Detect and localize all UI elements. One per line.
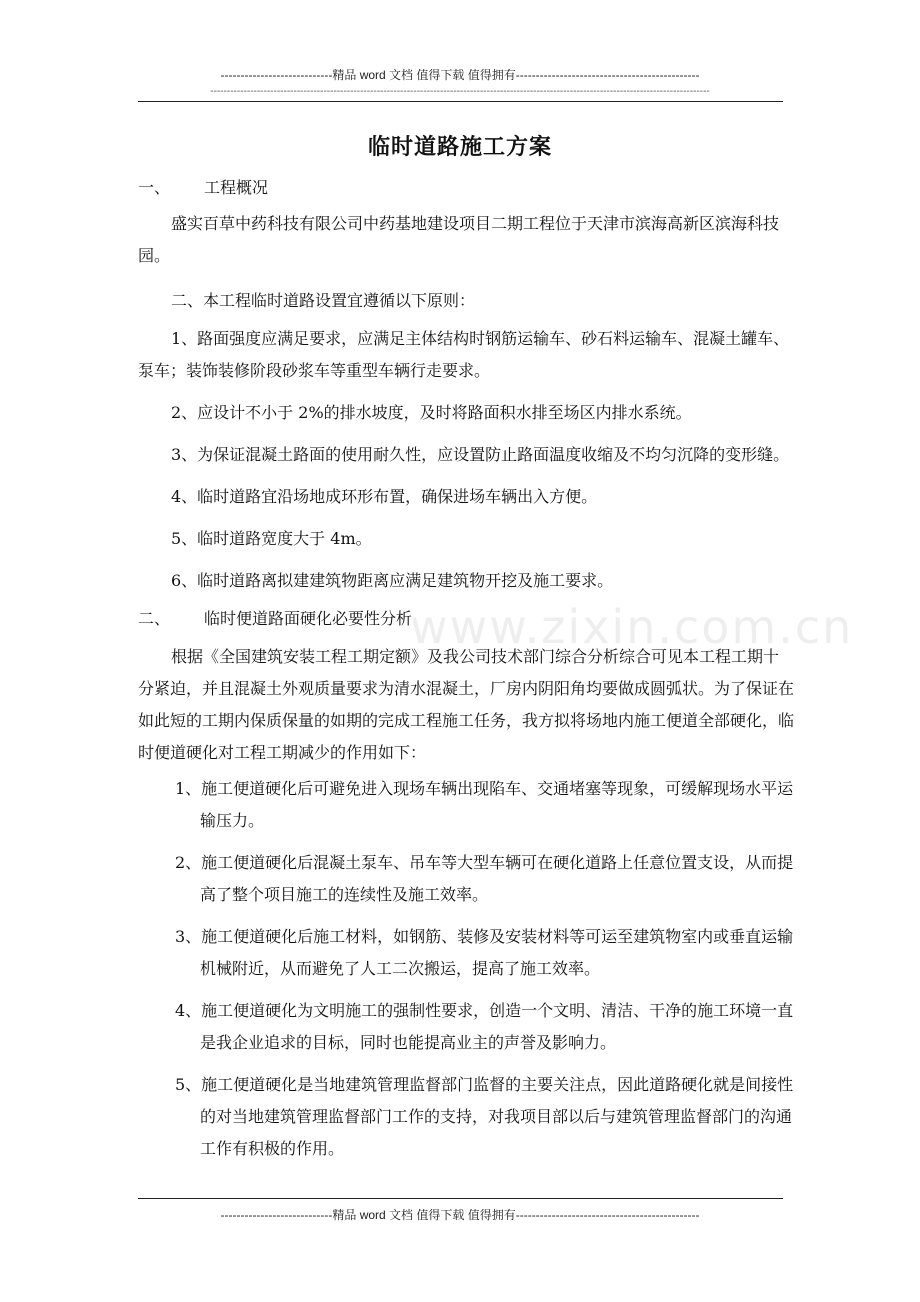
- page-title: 临时道路施工方案: [367, 134, 552, 160]
- document-body: [138, 172, 794, 1175]
- watermark: www.zixin.com.cn: [410, 600, 854, 654]
- principle-4: 4、临时道路宜沿场地成环形布置，确保进场车辆出入方便。: [171, 487, 598, 506]
- footer-rule: [138, 1198, 783, 1199]
- benefit-item-3: 3、施工便道硬化后施工材料，如钢筋、装修及安装材料等可运至建筑物室内或垂直运输机械附近，从而避免了人工二次搬运，提高了施工效率。: [175, 927, 794, 978]
- header-dashes: ------------------------------------------------------------------------------------------------------------------------------------------------------: [210, 86, 710, 97]
- principle-3: 3、为保证混凝土路面的使用耐久性，应设置防止路面温度收缩及不均匀沉降的变形缝。: [171, 445, 790, 464]
- benefit-item-5: 5、施工便道硬化是当地建筑管理监督部门监督的主要关注点，因此道路硬化就是间接性的对当地建筑管理监督部门工作的支持，对我项目部以后与建筑管理监督部门的沟通工作有积极的作用。: [175, 1075, 794, 1158]
- section-1-heading: [138, 172, 794, 204]
- section-2-title: 临时便道路面硬化必要性分析: [204, 609, 413, 628]
- section-2-paragraph: 根据《全国建筑安装工程工期定额》及我公司技术部门综合分析综合可见本工程工期十分紧迫，并且混凝土外观质量要求为清水混凝土，厂房内阴阳角均要做成圆弧状。为了保证在如此短的工期内保质保量的如期的完成工程施工任务，我方拟将场地内施工便道全部硬化，临时便道硬化对工程工期减少的作用如下：: [138, 647, 795, 762]
- section-2-heading: [138, 603, 794, 635]
- section-2-number: 二、: [138, 609, 171, 628]
- benefit-item-4: 4、施工便道硬化为文明施工的强制性要求，创造一个文明、清洁、干净的施工环境一直是我企业追求的目标，同时也能提高业主的声誉及影响力。: [175, 1001, 794, 1052]
- principle-6: 6、临时道路离拟建建筑物距离应满足建筑物开挖及施工要求。: [171, 571, 614, 590]
- principle-5: 5、临时道路宽度大于 4m。: [171, 529, 372, 548]
- header-text: ----------------------------精品 word 文档 值得下载 值得拥有----------------------------------------------: [220, 68, 700, 82]
- benefit-item-2: 2、施工便道硬化后混凝土泵车、吊车等大型车辆可在硬化道路上任意位置支设，从而提高了整个项目施工的连续性及施工效率。: [175, 853, 794, 904]
- section-1-title: 工程概况: [204, 178, 269, 197]
- section-1-number: 一、: [138, 178, 171, 197]
- principles-title: 二、本工程临时道路设置宜遵循以下原则：: [171, 291, 476, 310]
- benefit-item-1: 1、施工便道硬化后可避免进入现场车辆出现陷车、交通堵塞等现象，可缓解现场水平运输压力。: [175, 779, 794, 830]
- principle-2: 2、应设计不小于 2%的排水坡度，及时将路面积水排至场区内排水系统。: [171, 403, 692, 422]
- section-1-paragraph: 盛实百草中药科技有限公司中药基地建设项目二期工程位于天津市滨海高新区滨海科技园。: [138, 214, 780, 265]
- benefits-list: [138, 773, 794, 1165]
- principle-1: 1、路面强度应满足要求，应满足主体结构时钢筋运输车、砂石料运输车、混凝土罐车、泵车；装饰装修阶段砂浆车等重型车辆行走要求。: [138, 329, 790, 380]
- header-rule: [138, 101, 783, 102]
- footer-text: ----------------------------精品 word 文档 值得下载 值得拥有----------------------------------------------: [220, 1208, 700, 1222]
